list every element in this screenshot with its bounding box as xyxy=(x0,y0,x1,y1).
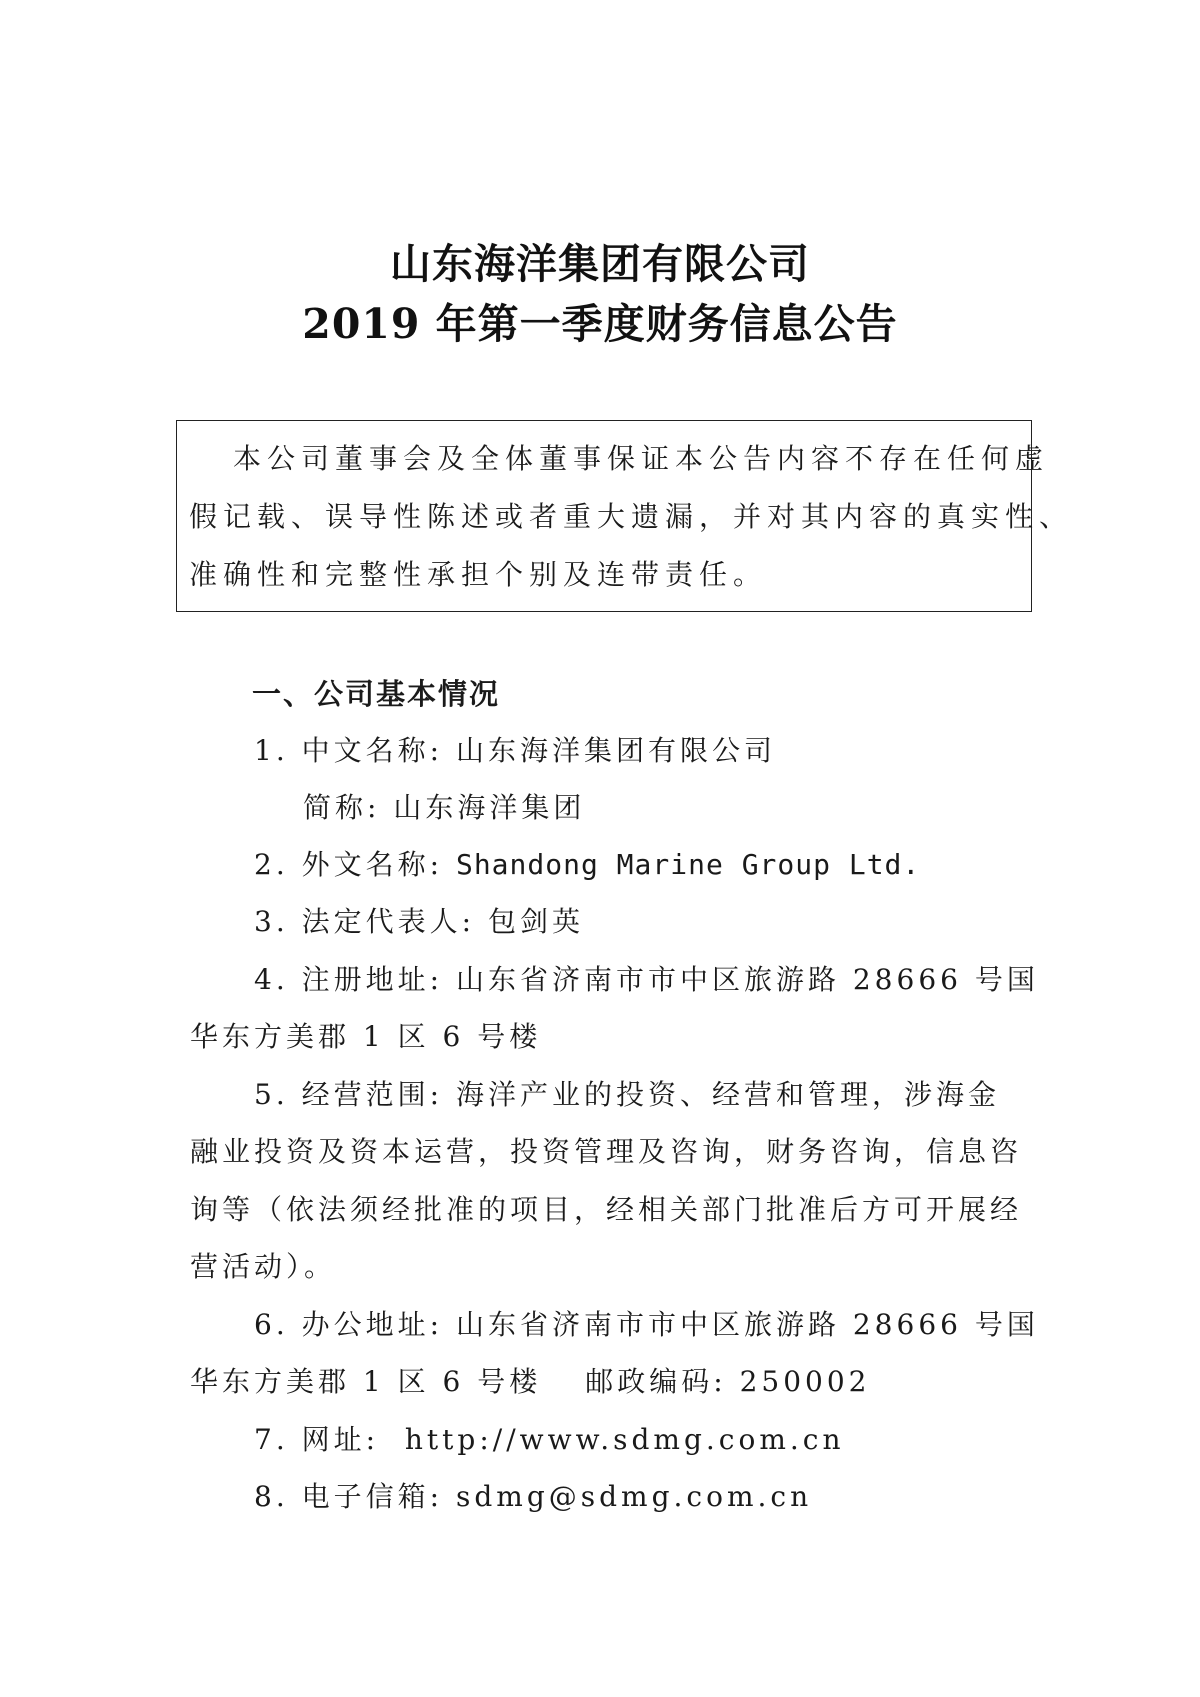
item-label: 办公地址: xyxy=(301,1308,444,1341)
info-registered-address xyxy=(254,961,1039,999)
info-business-scope xyxy=(254,1076,1000,1114)
info-business-scope-cont: 询等（依法须经批准的项目，经相关部门批准后方可开展经 xyxy=(190,1193,1023,1226)
item-value: 山东省济南市市中区旅游路 28666 号国 xyxy=(455,1308,1039,1341)
item-label: 经营范围: xyxy=(301,1078,444,1111)
item-label: 简称: xyxy=(303,791,381,824)
disclaimer-line: 准确性和完整性承担个别及连带责任。 xyxy=(189,558,768,591)
item-number: 5. xyxy=(254,1078,289,1111)
document-title-report: 2019 年第一季度财务信息公告 xyxy=(302,300,898,348)
postal-code-value: 250002 xyxy=(739,1365,871,1398)
address-continuation: 华东方美郡 1 区 6 号楼 xyxy=(190,1365,542,1398)
item-label: 网址: xyxy=(301,1423,380,1456)
info-website xyxy=(254,1421,845,1459)
info-office-address xyxy=(254,1306,1039,1344)
postal-code-label: 邮政编码: xyxy=(585,1365,727,1398)
info-english-name xyxy=(254,846,920,884)
item-label: 法定代表人: xyxy=(301,905,476,938)
disclaimer-box xyxy=(176,420,1074,612)
info-legal-representative xyxy=(254,903,584,941)
item-number: 1. xyxy=(254,734,289,767)
info-registered-address-cont: 华东方美郡 1 区 6 号楼 xyxy=(190,1020,542,1053)
info-business-scope-cont: 融业投资及资本运营，投资管理及咨询，财务咨询，信息咨 xyxy=(190,1135,1023,1168)
website-link[interactable]: http://www.sdmg.com.cn xyxy=(404,1423,845,1456)
item-label: 注册地址: xyxy=(301,963,444,996)
info-business-scope-cont: 营活动）。 xyxy=(190,1250,337,1283)
document-title-company: 山东海洋集团有限公司 xyxy=(390,240,810,288)
disclaimer-line: 本公司董事会及全体董事保证本公告内容不存在任何虚 xyxy=(233,442,1050,475)
info-chinese-name xyxy=(254,732,776,770)
item-number: 2. xyxy=(254,848,289,881)
email-link[interactable]: sdmg@sdmg.com.cn xyxy=(455,1480,813,1513)
info-short-name xyxy=(303,789,585,827)
item-label: 中文名称: xyxy=(301,734,444,767)
item-number: 4. xyxy=(254,963,289,996)
item-value: 包剑英 xyxy=(487,905,584,938)
section-heading: 一、公司基本情况 xyxy=(252,677,501,711)
item-number: 8. xyxy=(254,1480,289,1513)
info-email xyxy=(254,1478,812,1516)
info-office-address-cont xyxy=(190,1363,870,1401)
item-value: 山东海洋集团 xyxy=(393,791,586,824)
item-number: 7. xyxy=(254,1423,289,1456)
item-value: 山东省济南市市中区旅游路 28666 号国 xyxy=(455,963,1039,996)
disclaimer-line: 假记载、误导性陈述或者重大遗漏，并对其内容的真实性、 xyxy=(189,500,1074,533)
item-label: 外文名称: xyxy=(301,848,444,881)
item-label: 电子信箱: xyxy=(301,1480,444,1513)
item-value: 山东海洋集团有限公司 xyxy=(455,734,776,767)
item-value: Shandong Marine Group Ltd. xyxy=(455,848,921,881)
item-number: 3. xyxy=(254,905,289,938)
item-number: 6. xyxy=(254,1308,289,1341)
item-value: 海洋产业的投资、经营和管理，涉海金 xyxy=(455,1078,1000,1111)
